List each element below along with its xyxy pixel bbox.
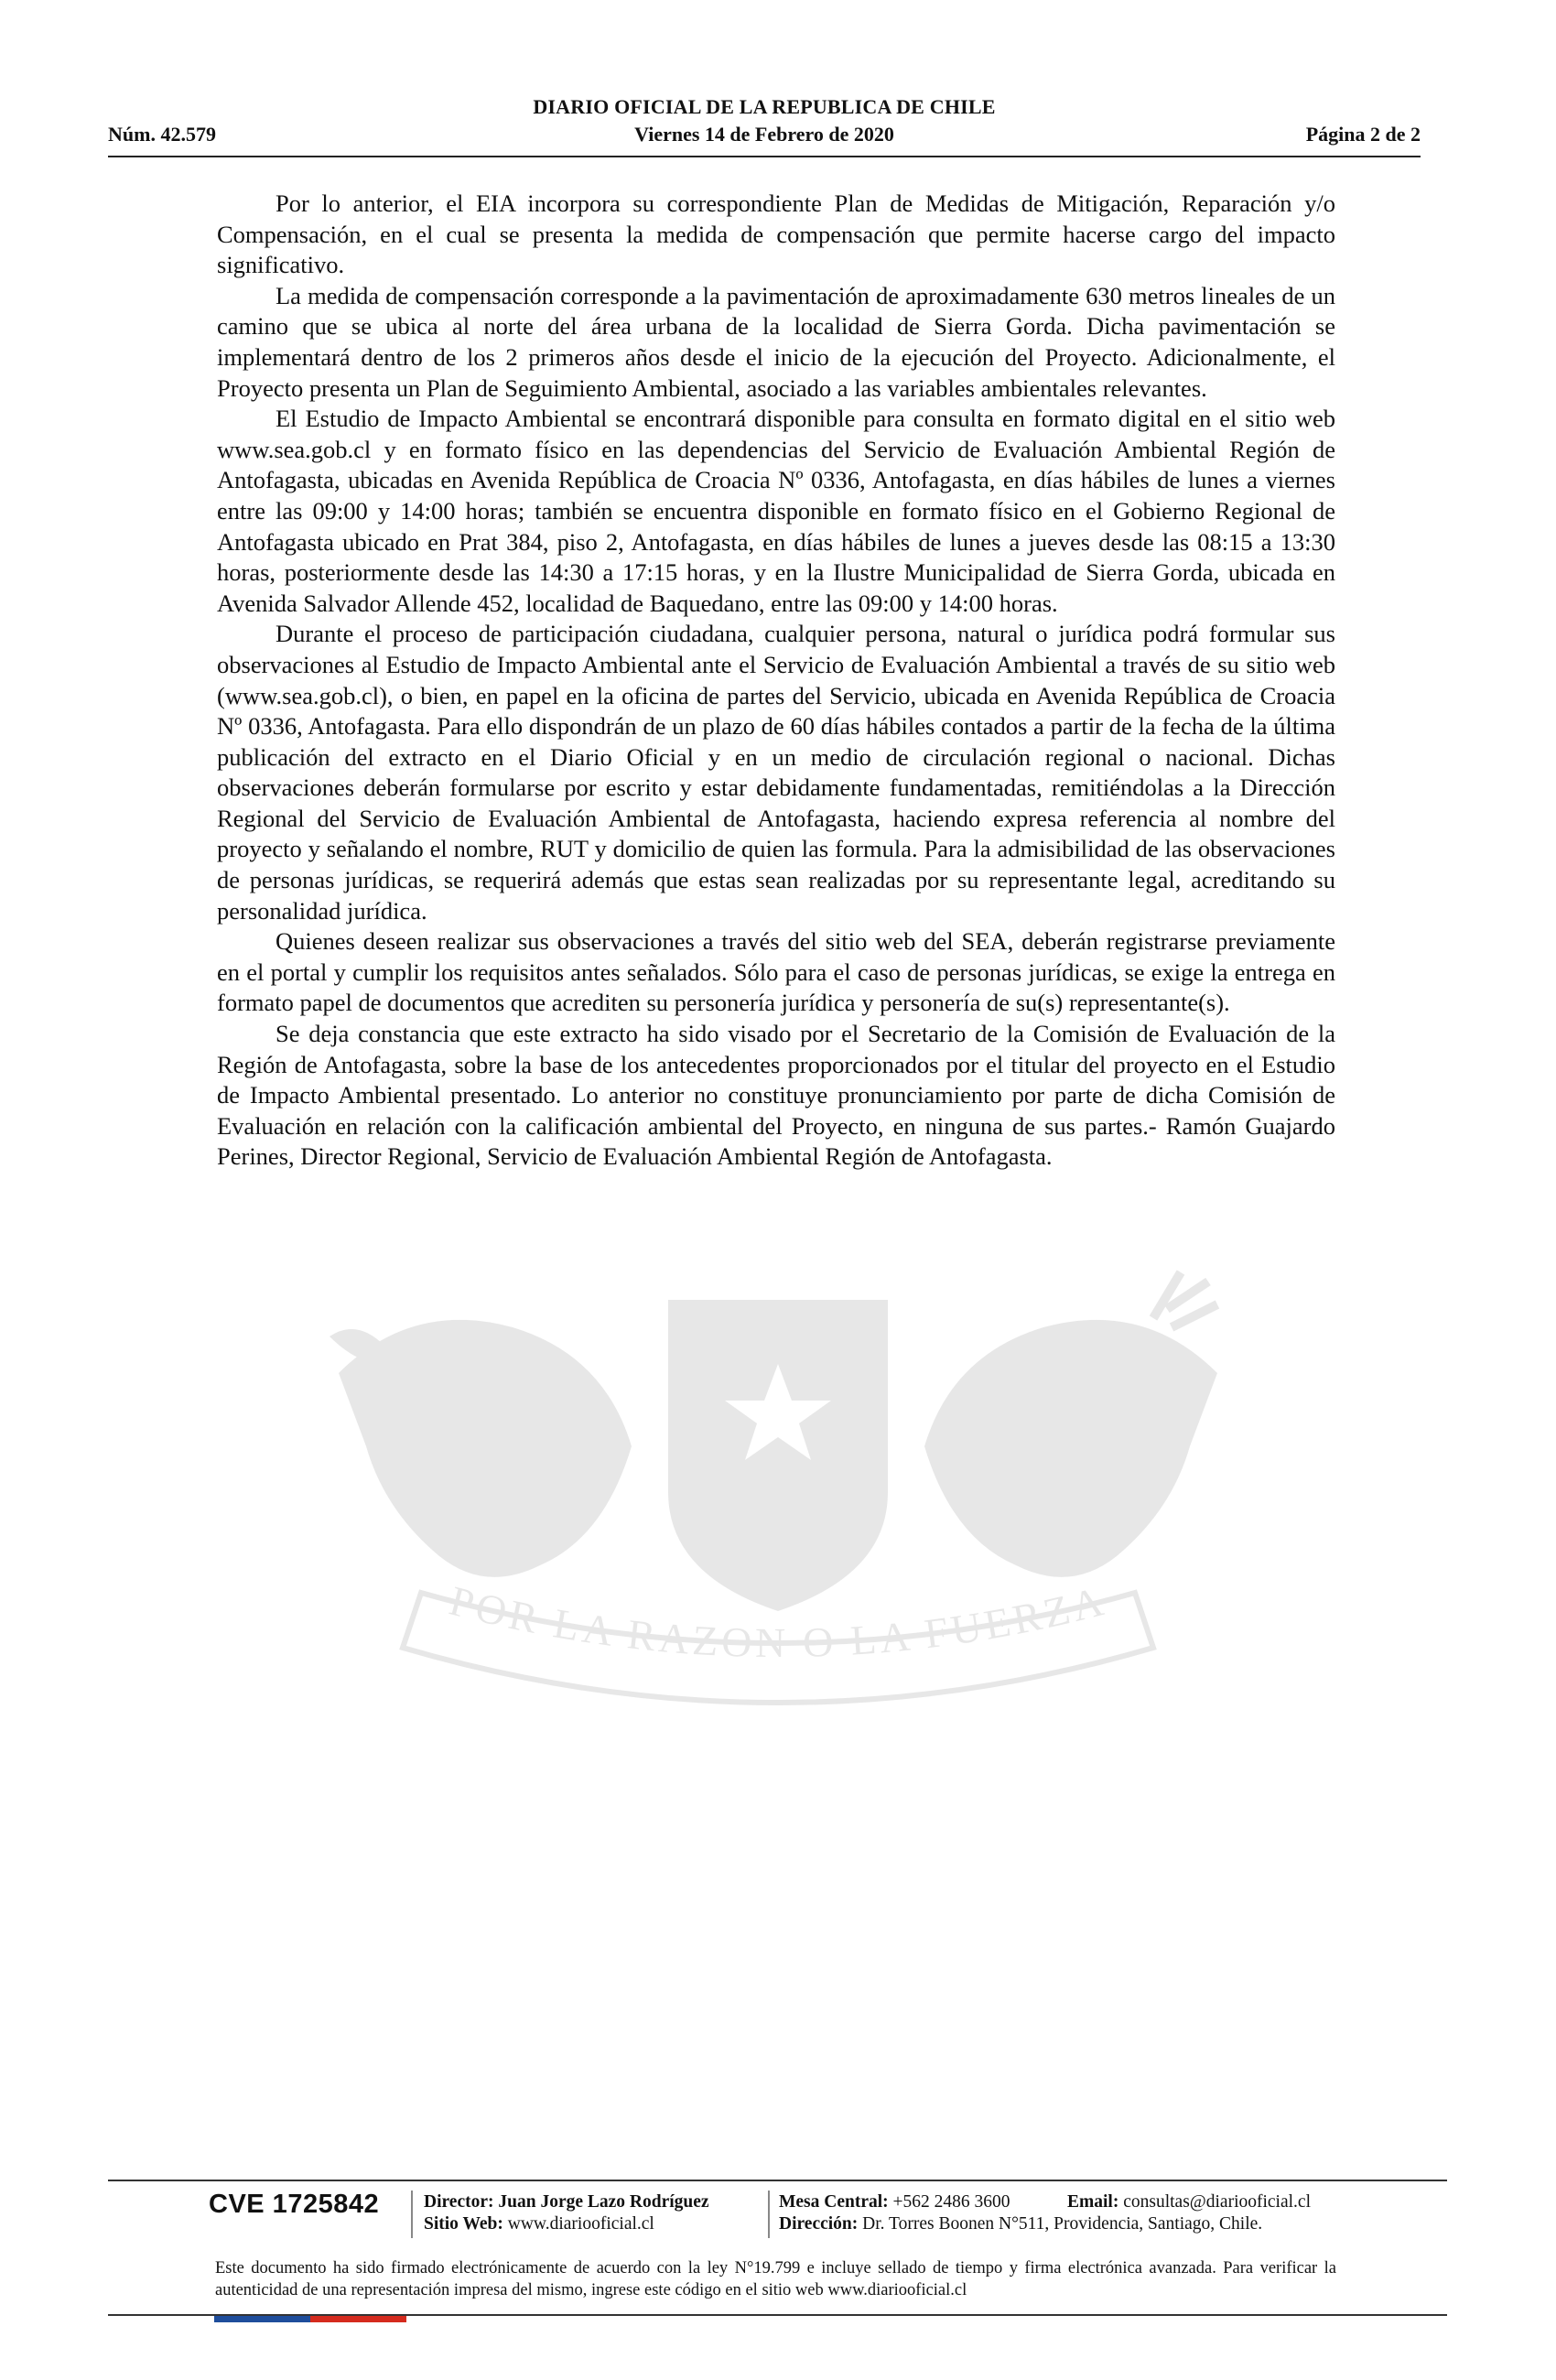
page-header [108, 92, 1421, 157]
issue-number: Núm. 42.579 [108, 123, 216, 146]
issue-date: Viernes 14 de Febrero de 2020 [634, 123, 894, 146]
flag-stripe-red [310, 2316, 406, 2322]
director-label: Director: [424, 2192, 494, 2212]
website-label: Sitio Web: [424, 2214, 503, 2234]
page-number: Página 2 de 2 [1305, 123, 1421, 146]
flag-stripe [214, 2316, 406, 2322]
director-name: Juan Jorge Lazo Rodríguez [498, 2192, 709, 2212]
legal-notice: Este documento ha sido firmado electrónicamente de acuerdo con la ley N°19.799 e incluye sellado de tiempo y firma electrónica avanzada. Para verificar la autenticidad de una representación impresa del mismo, ingrese este código en el sitio web www.diariooficial.cl [215, 2259, 1336, 2299]
flag-stripe-blue [214, 2316, 310, 2322]
paragraph: La medida de compensación corresponde a la pavimentación de aproximadamente 630 metros lineales de un camino que se ubica al norte del área urbana de la localidad de Sierra Gorda. Dicha pavimentación se implementará dentro de los 2 primeros años desde el inicio de la ejecución del Proyecto. Adicionalmente, el Proyecto presenta un Plan de Seguimiento Ambiental, asociado a las variables ambientales relevantes. [217, 281, 1335, 402]
coat-of-arms-watermark-icon [302, 1263, 1254, 1831]
website-link[interactable]: www.diariooficial.cl [507, 2214, 654, 2234]
paragraph: Quienes deseen realizar sus observaciones a través del sitio web del SEA, deberán registrarse previamente en el portal y cumplir los requisitos antes señalados. Sólo para el caso de personas jurídicas, se exige la entrega en formato papel de documentos que acrediten su personería jurídica y personería de su(s) representante(s). [217, 927, 1335, 1017]
paragraph: Por lo anterior, el EIA incorpora su correspondiente Plan de Medidas de Mitigación, Reparación y/o Compensación, en el cual se presenta la medida de compensación que permite hacerse cargo del impacto significativo. [217, 189, 1335, 279]
paragraph: Se deja constancia que este extracto ha sido visado por el Secretario de la Comisión de Evaluación de la Región de Antofagasta, sobre la base de los antecedentes proporcionados por el titular del proyecto en el Estudio de Impacto Ambiental presentado. Lo anterior no constituye pronunciamiento por parte de dicha Comisión de Evaluación en relación con la calificación ambiental del Proyecto, en ninguna de sus partes.- Ramón Guajardo Perines, Director Regional, Servicio de Evaluación Ambiental Región de Antofagasta. [217, 1020, 1335, 1171]
footer-separator [411, 2191, 413, 2238]
cve-code: CVE 1725842 [209, 2190, 380, 2219]
address-text: Dr. Torres Boonen N°511, Providencia, Santiago, Chile. [862, 2214, 1263, 2234]
phone-number: +562 2486 3600 [892, 2192, 1010, 2212]
email-link[interactable]: consultas@diariooficial.cl [1123, 2192, 1311, 2212]
address-label: Dirección: [779, 2214, 859, 2234]
paragraph: El Estudio de Impacto Ambiental se encontrará disponible para consulta en formato digital en el sitio web www.sea.gob.cl y en formato físico en las dependencias del Servicio de Evaluación Ambiental Región de Antofagasta, ubicadas en Avenida República de Croacia Nº 0336, Antofagasta, en días hábiles de lunes a viernes entre las 09:00 y 14:00 horas; también se encuentra disponible en formato físico en el Gobierno Regional de Antofagasta ubicado en Prat 384, piso 2, Antofagasta, en días hábiles de lunes a jueves desde las 08:15 a 13:30 horas, posteriormente desde las 14:30 a 17:15 horas, y en la Ilustre Municipalidad de Sierra Gorda, ubicada en Avenida Salvador Allende 452, localidad de Baquedano, entre las 09:00 y 14:00 horas. [217, 405, 1335, 617]
footer-contact-block [779, 2191, 1311, 2235]
publication-title: DIARIO OFICIAL DE LA REPUBLICA DE CHILE [533, 95, 996, 118]
footer-separator [768, 2191, 770, 2238]
footer-divider-top [108, 2180, 1447, 2181]
email-label: Email: [1067, 2192, 1119, 2212]
footer-director-block [424, 2191, 709, 2235]
motto-text: POR LA RAZON O LA FUERZA [445, 1576, 1111, 1667]
paragraph: Durante el proceso de participación ciudadana, cualquier persona, natural o jurídica podrá formular sus observaciones al Estudio de Impacto Ambiental ante el Servicio de Evaluación Ambiental a través de su sitio web (www.sea.gob.cl), o bien, en papel en la oficina de partes del Servicio, ubicada en Avenida República de Croacia Nº 0336, Antofagasta. Para ello dispondrán de un plazo de 60 días hábiles contados a partir de la fecha de la última publicación del extracto en el Diario Oficial y en un medio de circulación regional o nacional. Dichas observaciones deberán formularse por escrito y estar debidamente fundamentadas, remitiéndolas a la Dirección Regional del Servicio de Evaluación Ambiental de Antofagasta, haciendo expresa referencia al nombre del proyecto y señalando el nombre, RUT y domicilio de quien las formula. Para la admisibilidad de las observaciones de personas jurídicas, se requerirá además que estas sean realizadas por su representante legal, acreditando su personalidad jurídica. [217, 620, 1335, 925]
svg-text:POR LA RAZON O LA FUERZA [445, 1577, 1111, 1666]
phone-label: Mesa Central: [779, 2192, 889, 2212]
document-body [217, 189, 1335, 1173]
